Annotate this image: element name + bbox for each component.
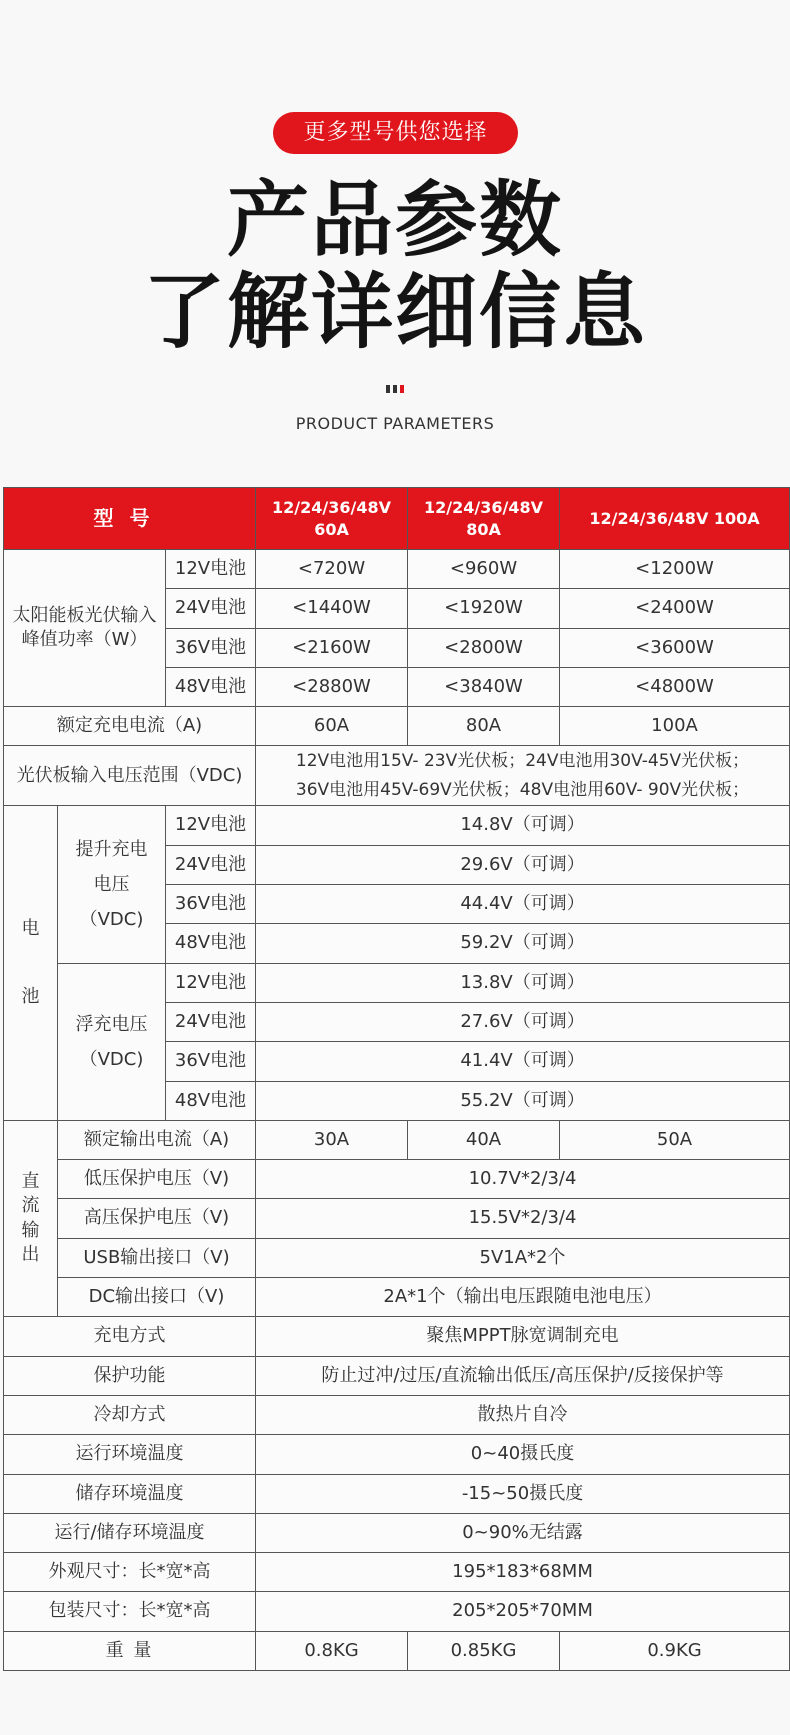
decorative-bars: [386, 385, 404, 393]
table-row: [4, 1435, 790, 1474]
charge-current-label: 额定充电电流（A): [4, 707, 256, 746]
cell-value: 0~40摄氏度: [256, 1435, 790, 1474]
cell-value: 15.5V*2/3/4: [256, 1199, 790, 1238]
battery-label: 12V电池: [166, 550, 256, 589]
cell-value: 0.9KG: [560, 1631, 790, 1670]
cell-value: <3840W: [408, 667, 560, 706]
table-row: [4, 1395, 790, 1434]
cell-value: 27.6V（可调）: [256, 1002, 790, 1041]
table-row: [4, 1238, 790, 1277]
cell-value: <4800W: [560, 667, 790, 706]
table-row: [4, 707, 790, 746]
cell-value: 40A: [408, 1120, 560, 1159]
row-label: 外观尺寸：长*宽*高: [4, 1553, 256, 1592]
cell-value: 2A*1个（输出电压跟随电池电压）: [256, 1278, 790, 1317]
cell-value: <2800W: [408, 628, 560, 667]
battery-label: 36V电池: [166, 628, 256, 667]
table-row: [4, 1356, 790, 1395]
cell-value: 防止过冲/过压/直流输出低压/高压保护/反接保护等: [256, 1356, 790, 1395]
low-voltage-label: 低压保护电压（V): [58, 1160, 256, 1199]
cell-value: 205*205*70MM: [256, 1592, 790, 1631]
row-label: 保护功能: [4, 1356, 256, 1395]
spec-table: [3, 487, 790, 1671]
dc-output-section-label: 直 流 输 出: [4, 1120, 58, 1316]
cell-value: <2400W: [560, 589, 790, 628]
cell-value: <1440W: [256, 589, 408, 628]
table-row: [4, 1199, 790, 1238]
table-row: [4, 1631, 790, 1670]
float-voltage-label: 浮充电压 （VDC): [58, 963, 166, 1120]
row-label: 运行环境温度: [4, 1435, 256, 1474]
cell-value: 80A: [408, 707, 560, 746]
page-subtitle-cn: 了解详细信息: [142, 265, 647, 360]
table-row: [4, 963, 790, 1002]
cell-value: <720W: [256, 550, 408, 589]
cell-value: <2160W: [256, 628, 408, 667]
bar-red: [400, 385, 404, 393]
battery-label: 48V电池: [166, 1081, 256, 1120]
model-label: 型号: [4, 488, 256, 550]
output-current-label: 额定输出电流（A): [58, 1120, 256, 1159]
table-row: [4, 1317, 790, 1356]
cell-value: 50A: [560, 1120, 790, 1159]
battery-label: 24V电池: [166, 589, 256, 628]
weight-label: 重 量: [4, 1631, 256, 1670]
cell-value: <1200W: [560, 550, 790, 589]
cell-value: 聚焦MPPT脉宽调制充电: [256, 1317, 790, 1356]
table-row: [4, 1120, 790, 1159]
row-label: 冷却方式: [4, 1395, 256, 1434]
pv-range-label: 光伏板输入电压范围（VDC): [4, 746, 256, 806]
table-row: [4, 1592, 790, 1631]
table-row: [4, 806, 790, 845]
battery-label: 36V电池: [166, 885, 256, 924]
pv-range-value: 12V电池用15V- 23V光伏板；24V电池用30V-45V光伏板； 36V电池用45V-69V光伏板；48V电池用60V- 90V光伏板；: [256, 746, 790, 806]
section-subtitle: PRODUCT PARAMETERS: [295, 414, 495, 433]
cell-value: 5V1A*2个: [256, 1238, 790, 1277]
table-row: [4, 1474, 790, 1513]
battery-label: 24V电池: [166, 845, 256, 884]
row-label: 包装尺寸：长*宽*高: [4, 1592, 256, 1631]
row-label: 储存环境温度: [4, 1474, 256, 1513]
row-label: 运行/储存环境温度: [4, 1513, 256, 1552]
table-row: [4, 746, 790, 806]
cell-value: 100A: [560, 707, 790, 746]
cell-value: 55.2V（可调）: [256, 1081, 790, 1120]
battery-section-label: 电 池: [4, 806, 58, 1120]
table-row: [4, 1278, 790, 1317]
model-60a: 12/24/36/48V 60A: [256, 488, 408, 550]
table-row: [4, 1513, 790, 1552]
more-models-badge: 更多型号供您选择: [273, 112, 518, 154]
battery-label: 12V电池: [166, 963, 256, 1002]
bar-dark-1: [386, 385, 390, 393]
cell-value: 59.2V（可调）: [256, 924, 790, 963]
cell-value: -15~50摄氏度: [256, 1474, 790, 1513]
pv-power-label: 太阳能板光伏输入 峰值功率（W）: [4, 550, 166, 707]
cell-value: <2880W: [256, 667, 408, 706]
dc-output-label: DC输出接口（V): [58, 1278, 256, 1317]
cell-value: <3600W: [560, 628, 790, 667]
table-row: [4, 550, 790, 589]
model-80a: 12/24/36/48V 80A: [408, 488, 560, 550]
table-row: [4, 1553, 790, 1592]
high-voltage-label: 高压保护电压（V): [58, 1199, 256, 1238]
cell-value: 44.4V（可调）: [256, 885, 790, 924]
boost-voltage-label: 提升充电 电压 （VDC): [58, 806, 166, 963]
row-label: 充电方式: [4, 1317, 256, 1356]
cell-value: 0~90%无结露: [256, 1513, 790, 1552]
cell-value: 41.4V（可调）: [256, 1042, 790, 1081]
battery-label: 24V电池: [166, 1002, 256, 1041]
battery-label: 48V电池: [166, 924, 256, 963]
table-row: [4, 1160, 790, 1199]
page-title: 产品参数: [226, 173, 563, 268]
table-header-row: [4, 488, 790, 550]
cell-value: 60A: [256, 707, 408, 746]
cell-value: 30A: [256, 1120, 408, 1159]
cell-value: 14.8V（可调）: [256, 806, 790, 845]
battery-label: 48V电池: [166, 667, 256, 706]
cell-value: 0.8KG: [256, 1631, 408, 1670]
cell-value: 0.85KG: [408, 1631, 560, 1670]
cell-value: <1920W: [408, 589, 560, 628]
cell-value: 10.7V*2/3/4: [256, 1160, 790, 1199]
battery-label: 12V电池: [166, 806, 256, 845]
cell-value: <960W: [408, 550, 560, 589]
cell-value: 散热片自冷: [256, 1395, 790, 1434]
model-100a: 12/24/36/48V 100A: [560, 488, 790, 550]
cell-value: 29.6V（可调）: [256, 845, 790, 884]
cell-value: 195*183*68MM: [256, 1553, 790, 1592]
battery-label: 36V电池: [166, 1042, 256, 1081]
bar-dark-2: [393, 385, 397, 393]
cell-value: 13.8V（可调）: [256, 963, 790, 1002]
usb-output-label: USB输出接口（V): [58, 1238, 256, 1277]
